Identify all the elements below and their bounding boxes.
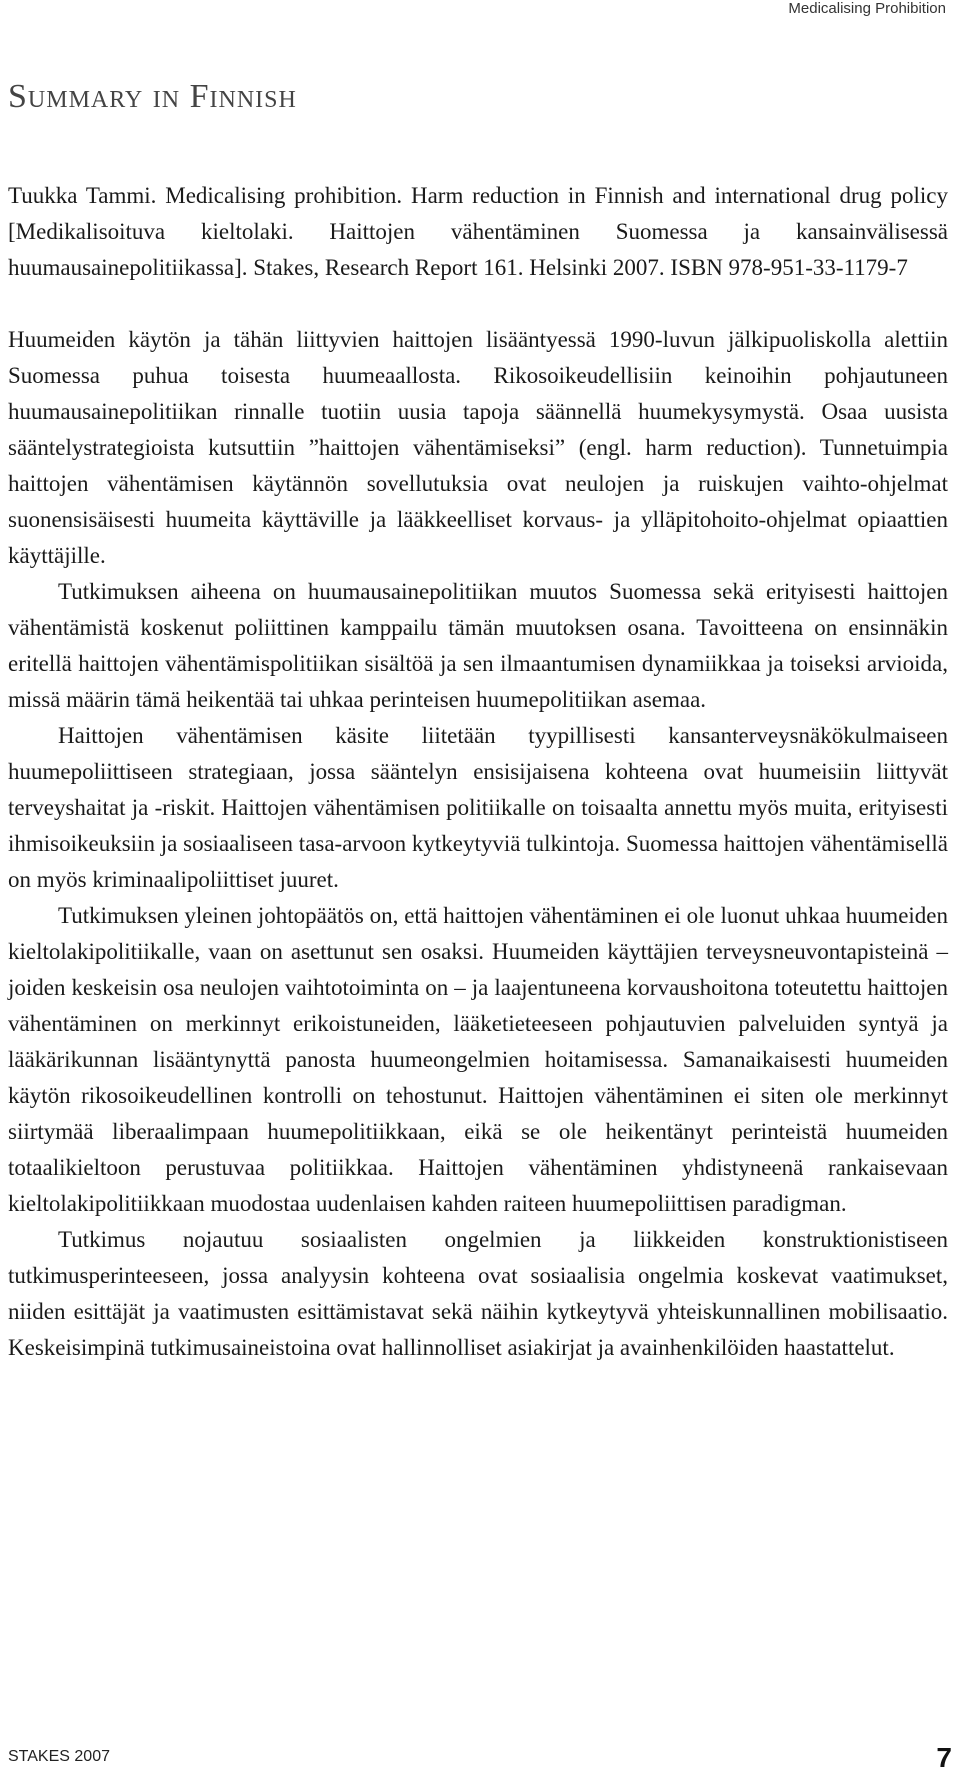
running-header: Medicalising Prohibition — [788, 0, 946, 17]
main-content — [8, 178, 948, 1366]
page-title: Summary in Finnish — [8, 78, 297, 115]
page-number: 7 — [936, 1742, 952, 1773]
paragraph-3: Haittojen vähentämisen käsite liitetään tyypillisesti kansanterveysnäkökulmaiseen huumepoliittiseen strategiaan, jossa sääntelyn ensisijaisena kohteena ovat huumeisiin liittyvät terveyshaitat ja -riskit. Haittojen vähentämisen politiikalle on toisaalta annettu myös muita, erityisesti ihmisoikeuksiin ja sosiaaliseen tasa-arvoon kytkeytyviä tulkintoja. Suomessa haittojen vähentämisellä on myös kriminaalipoliittiset juuret. — [8, 723, 948, 892]
paragraph-5: Tutkimus nojautuu sosiaalisten ongelmien ja liikkeiden konstruktionistiseen tutkimusperinteeseen, jossa analyysin kohteena ovat sosiaalisia ongelmia koskevat vaatimukset, niiden esittäjät ja vaatimusten esittämistavat sekä näihin kytkeytyvä yhteiskunnallinen mobilisaatio. Keskeisimpinä tutkimusaineistoina ovat hallinnolliset asiakirjat ja avainhenkilöiden haastattelut. — [8, 1227, 948, 1360]
footer-publisher: STAKES 2007 — [8, 1748, 110, 1765]
paragraph-4: Tutkimuksen yleinen johtopäätös on, että haittojen vähentäminen ei ole luonut uhkaa huumeiden kieltolakipolitiikalle, vaan on asettunut sen osaksi. Huumeiden käyttäjien terveysneuvontapisteinä – joiden keskeisin osa neulojen vaihtotoiminta on – ja laajentuneena korvaushoitona toteutettu haittojen vähentäminen on merkinnyt erikoistuneiden, lääketieteeseen pohjautuvien palveluiden syntyä ja lääkärikunnan lisääntynyttä panosta huumeongelmien hoitamisessa. Samanaikaisesti huumeiden käytön rikosoikeudellinen kontrolli on tehostunut. Haittojen vähentäminen ei siten ole merkinnyt siirtymää liberaalimpaan huumepolitiikkaan, eikä se ole heikentänyt perinteistä huumeiden totaalikieltoon perustuvaa politiikkaa. Haittojen vähentäminen yhdistyneenä rankaisevaan kieltolakipolitiikkaan muodostaa uudenlaisen kahden raiteen huumepoliittisen paradigman. — [8, 903, 948, 1216]
bibliographic-citation: Tuukka Tammi. Medicalising prohibition. Harm reduction in Finnish and international drug policy [Medikalisoituva kieltolaki. Haittojen vähentäminen Suomessa ja kansainvälisessä huumausainepolitiikassa]. Stakes, Research Report 161. Helsinki 2007. ISBN 978-951-33-1179-7 — [8, 183, 948, 280]
paragraph-2: Tutkimuksen aiheena on huumausainepolitiikan muutos Suomessa sekä erityisesti haittojen vähentämistä koskenut poliittinen kamppailu tämän muutoksen osana. Tavoitteena on ensinnäkin eritellä haittojen vähentämispolitiikan sisältöä ja sen ilmaantumisen dynamiikkaa ja toiseksi arvioida, missä määrin tämä heikentää tai uhkaa perinteisen huumepolitiikan asemaa. — [8, 579, 948, 712]
paragraph-1: Huumeiden käytön ja tähän liittyvien haittojen lisääntyessä 1990-luvun jälkipuoliskolla alettiin Suomessa puhua toisesta huumeaallosta. Rikosoikeudellisiin keinoihin pohjautuneen huumausainepolitiikan rinnalle tuotiin uusia tapoja säännellä huumekysymystä. Osaa uusista sääntelystrategioista kutsuttiin ”haittojen vähentämiseksi” (engl. harm reduction). Tunnetuimpia haittojen vähentämisen käytännön sovellutuksia ovat neulojen ja ruiskujen vaihto-ohjelmat suonensisäisesti huumeita käyttäville ja lääkkeelliset korvaus- ja ylläpitohoito-ohjelmat opiaattien käyttäjille. — [8, 327, 948, 568]
